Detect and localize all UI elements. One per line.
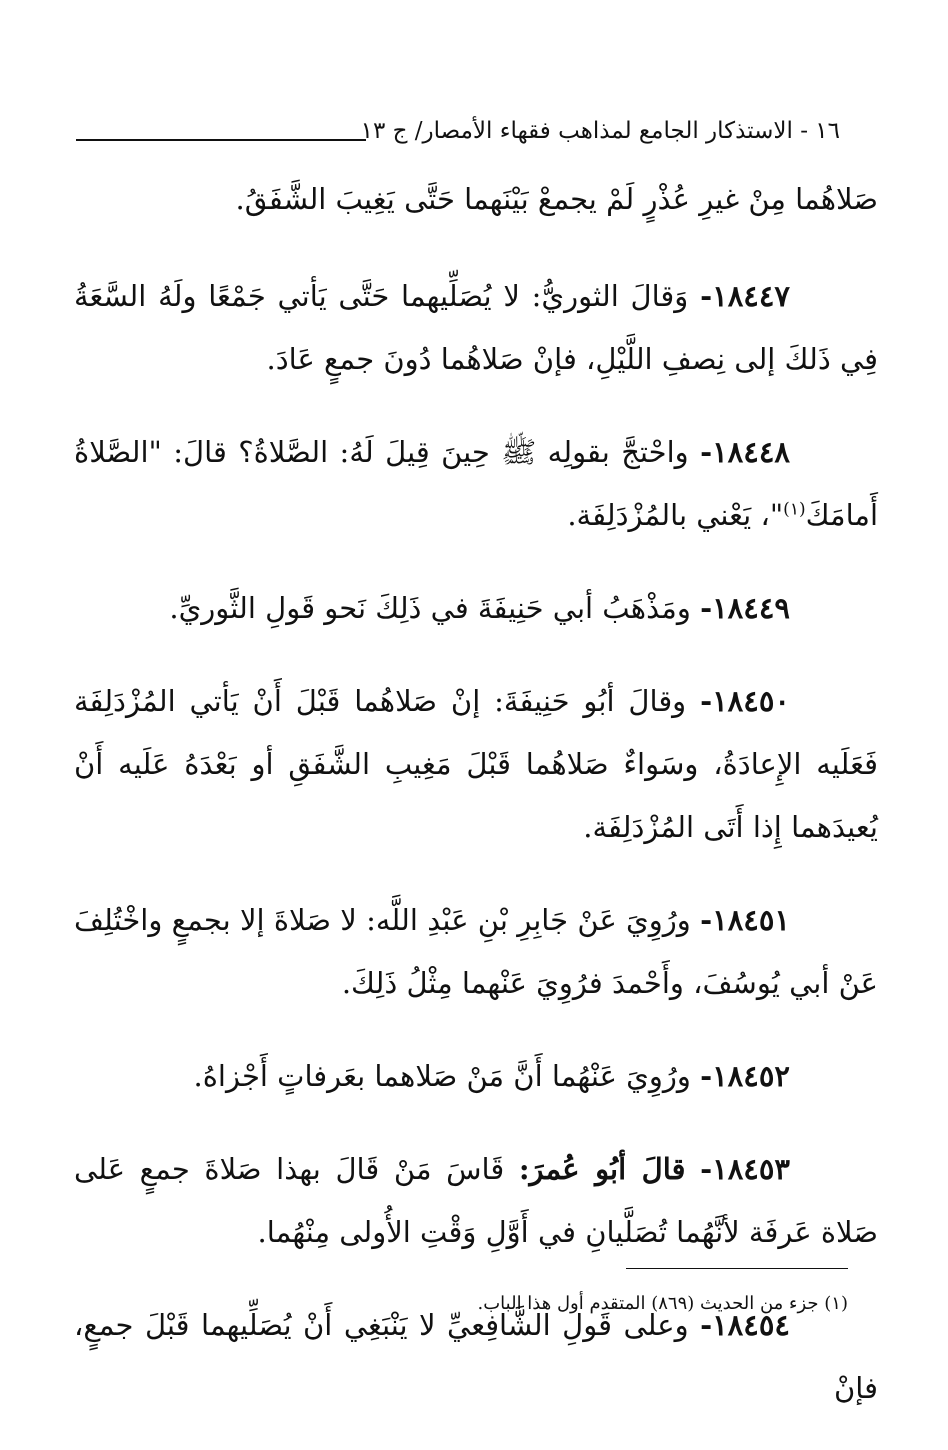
paragraph-number: ١٨٤٥١-	[700, 903, 791, 937]
paragraph-number: ١٨٤٤٩-	[700, 591, 790, 625]
paragraph-18452	[74, 1045, 878, 1108]
paragraph-text: ورُوِيَ عَنْ جَابِرِ بْنِ عَبْدِ اللَّه: لا صَلاةَ إلا بجمعٍ واخْتُلِفَ عَنْ أبي يُوسُفَ، وأَحْمدَ فرُوِيَ عَنْهما مِثْلُ ذَلِكَ.	[74, 903, 878, 1000]
paragraph-18453	[74, 1138, 878, 1264]
paragraph-18449	[74, 577, 878, 640]
paragraph-text: ومَذْهَبُ أبي حَنِيفَةَ في ذَلِكَ نَحو قَولِ الثَّوريِّ.	[169, 591, 691, 625]
footnote-rule	[626, 1268, 848, 1269]
footnote-reference: (١)	[783, 499, 806, 520]
paragraph-text-continued: "، يَعْني بالمُزْدَلِفَة.	[567, 498, 784, 532]
paragraph-lead: قالَ أبُو عُمرَ:	[518, 1152, 686, 1186]
paragraph-18450	[74, 670, 878, 859]
paragraph-number: ١٨٤٥٤-	[700, 1308, 790, 1342]
paragraph-text: ورُوِيَ عَنْهُما أَنَّ مَنْ صَلاهما بعَرفاتٍ أَجْزاهُ.	[193, 1059, 691, 1093]
paragraph-text: وعلى قَولِ الشَّافِعيِّ لا يَنْبَغِي أَنْ يُصَلِّيهما قَبْلَ جمعٍ، فإنْ	[74, 1308, 878, 1405]
paragraph-text: وقالَ أبُو حَنِيفَةَ: إنْ صَلاهُما قَبْلَ أَنْ يَأتي المُزْدَلِفَة فَعَلَيه الإِعادَةُ، وسَواءٌ صَلاهُما قَبْلَ مَغِيبِ الشَّفَقِ أو بَعْدَهُ عَلَيه أَنْ يُعيدَهما إِذا أَتَى المُزْدَلِفَة.	[74, 684, 878, 844]
paragraph-text: قَاسَ مَنْ قَالَ بهذا صَلاةَ جمعٍ عَلى صَلاة عَرفَة لأنَّهُما تُصَلَّيانِ في أَوَّلِ وَقْتِ الأُولى مِنْهُما.	[74, 1152, 878, 1249]
paragraph-number: ١٨٤٤٨-	[700, 435, 790, 469]
paragraph-number: ١٨٤٥٠-	[700, 684, 790, 718]
running-head: ١٦ - الاستذكار الجامع لمذاهب فقهاء الأمصار/ ج ١٣	[360, 118, 840, 144]
paragraph-continuation	[74, 168, 878, 231]
paragraph-text: صَلاهُما مِنْ غيرِ عُذْرٍ لَمْ يجمعْ بَيْنَهما حَتَّى يَغِيبَ الشَّفَقُ.	[235, 182, 878, 216]
paragraph-text: واحْتجَّ بقولِه ﷺ حِينَ قِيلَ لَهُ: الصَّلاةُ؟ قالَ: "الصَّلاةُ أَمامَكَ	[74, 435, 878, 532]
main-text	[74, 168, 878, 1450]
paragraph-text: وَقالَ الثوريُّ: لا يُصَلِّيهما حَتَّى يَأتي جَمْعًا ولَهُ السَّعَةُ فِي ذَلكَ إلى نِصفِ اللَّيْلِ، فإنْ صَلاهُما دُونَ جمعٍ عَادَ.	[74, 279, 878, 376]
paragraph-number: ١٨٤٥٣-	[700, 1152, 791, 1186]
paragraph-number: ١٨٤٥٢-	[700, 1059, 790, 1093]
footnote-1: (١) جزء من الحديث (٨٦٩) المتقدم أول هذا الباب.	[477, 1293, 848, 1314]
paragraph-number: ١٨٤٤٧-	[700, 279, 791, 313]
paragraph-18447	[74, 265, 878, 391]
paragraph-18448	[74, 421, 878, 547]
header-rule	[76, 139, 366, 141]
paragraph-18451	[74, 889, 878, 1015]
